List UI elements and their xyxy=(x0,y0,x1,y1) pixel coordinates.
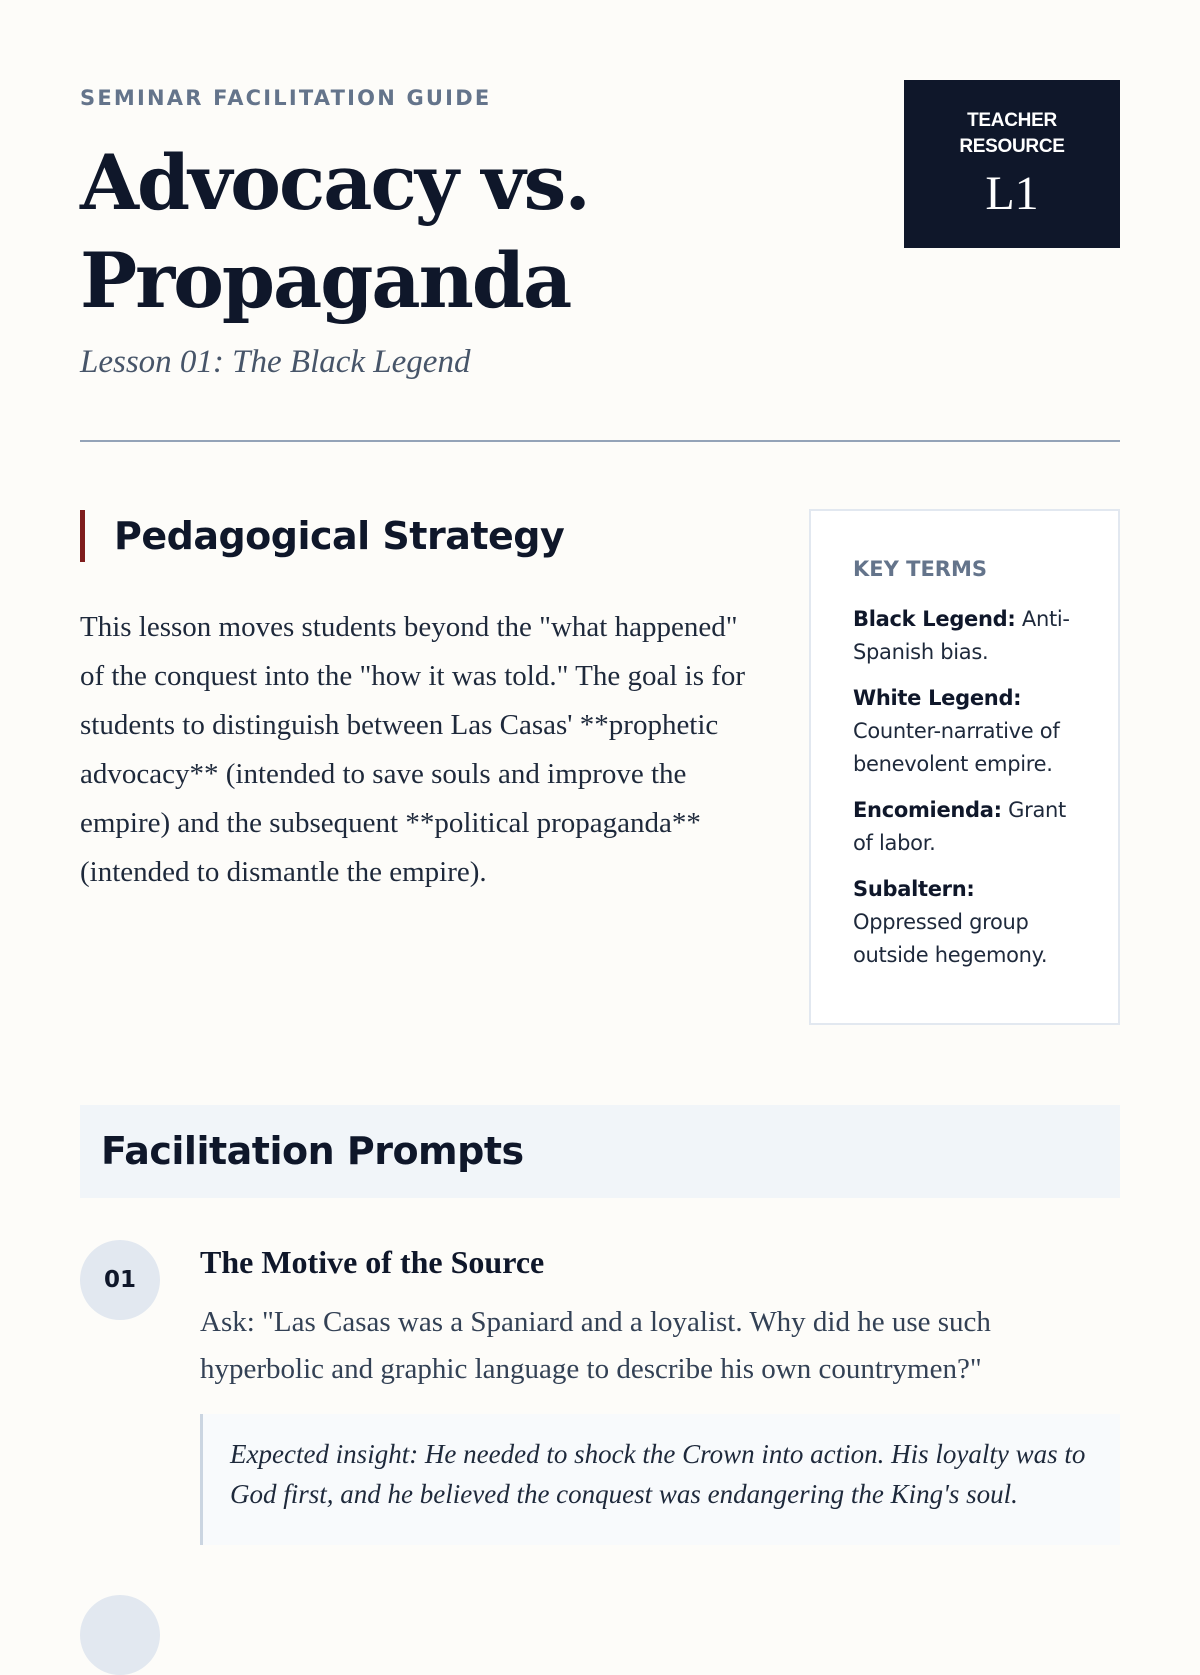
key-term-definition: Anti-Spanish bias. xyxy=(853,607,1070,664)
facilitation-prompts-banner xyxy=(80,1105,1120,1198)
page-title: Advocacy vs. Propaganda xyxy=(80,138,589,325)
key-terms-box xyxy=(809,509,1120,1025)
lesson-subtitle: Lesson 01: The Black Legend xyxy=(80,344,471,380)
key-term-name: Black Legend: xyxy=(853,607,1016,631)
badge-label: TEACHER RESOURCE xyxy=(959,110,1065,157)
facilitation-guide-page xyxy=(80,0,1120,1600)
key-term-name: White Legend: xyxy=(853,686,1022,710)
key-term-item xyxy=(853,794,1082,860)
prompt-number-badge: 01 xyxy=(80,1240,160,1320)
prompt-question: Ask: "Las Casas was a Spaniard and a loyalist. Why did he use such hyperbolic and graphic language to describe his own countrymen?" xyxy=(200,1306,991,1385)
key-terms-title: KEY TERMS xyxy=(853,557,987,581)
key-term-item xyxy=(853,682,1082,781)
key-term-definition: Oppressed group outside hegemony. xyxy=(853,910,1048,967)
strategy-body: This lesson moves students beyond the "what happened" of the conquest into the "how it was told." The goal is for students to distinguish between Las Casas' **prophetic advocacy** (intended to save souls and improve the empire) and the subsequent **political propaganda** (intended to dismantle the empire). xyxy=(80,611,746,888)
prompts-heading: Facilitation Prompts xyxy=(101,1129,524,1173)
prompt-title: The Motive of the Source xyxy=(200,1244,545,1280)
strategy-heading: Pedagogical Strategy xyxy=(114,514,565,558)
header-divider xyxy=(80,440,1120,442)
key-term-item xyxy=(853,873,1082,972)
section-accent-bar xyxy=(80,510,85,562)
key-term-item xyxy=(853,603,1082,669)
key-term-name: Subaltern: xyxy=(853,877,975,901)
badge-lesson-code: L1 xyxy=(985,167,1039,220)
guide-eyebrow: SEMINAR FACILITATION GUIDE xyxy=(80,86,492,110)
key-term-name: Encomienda: xyxy=(853,798,1002,822)
expected-insight-callout: Expected insight: He needed to shock the Crown into action. His loyalty was to God first, and he believed the conquest was endangering the King's soul. xyxy=(200,1414,1120,1545)
next-prompt-number-badge xyxy=(80,1595,160,1675)
teacher-resource-badge xyxy=(904,80,1120,248)
key-term-definition: Counter-narrative of benevolent empire. xyxy=(853,719,1060,776)
key-term-definition: Grant of labor. xyxy=(853,798,1066,855)
